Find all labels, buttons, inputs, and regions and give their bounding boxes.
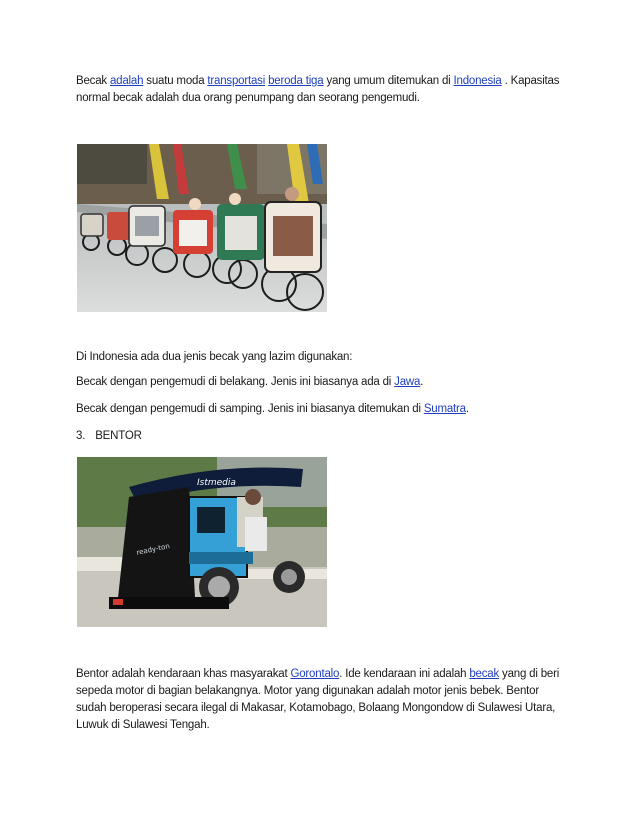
type-side-driver: Becak dengan pengemudi di samping. Jenis ini biasanya ditemukan di Sumatra. bbox=[76, 403, 469, 415]
bentor-photo bbox=[77, 457, 327, 627]
link-jawa[interactable]: Jawa bbox=[394, 376, 421, 388]
section-heading bbox=[76, 428, 566, 445]
svg-text:Istmedia: Istmedia bbox=[197, 478, 236, 488]
link-adalah[interactable]: adalah bbox=[109, 75, 144, 87]
heading-number: 3. bbox=[76, 430, 86, 442]
type-rear-driver: Becak dengan pengemudi di belakang. Jenis ini biasanya ada di Jawa. bbox=[76, 376, 424, 388]
link-sumatra[interactable]: Sumatra bbox=[423, 403, 466, 415]
link-beroda-tiga[interactable]: beroda tiga bbox=[268, 75, 324, 87]
link-gorontalo[interactable]: Gorontalo bbox=[290, 668, 340, 680]
bentor-paragraph: Bentor adalah kendaraan khas masyarakat Gorontalo. Ide kendaraan ini adalah becak yang di beri sepeda motor di bagian belakangnya. Motor yang digunakan adalah motor jenis bebek. Bentor sudah beroperasi secara ilegal di Makasar, Kotamobago, Bolaang Mongondow di Sulawesi Utara, Luwuk di Sulawesi Tengah. bbox=[76, 668, 560, 731]
bentor-sign: ready-ton bbox=[135, 542, 171, 557]
types-intro: Di Indonesia ada dua jenis becak yang lazim digunakan: bbox=[76, 351, 353, 363]
link-transportasi[interactable]: transportasi bbox=[207, 75, 266, 87]
link-indonesia[interactable]: Indonesia bbox=[453, 75, 502, 87]
becak-photo bbox=[77, 144, 327, 312]
intro-paragraph: Becak adalah suatu moda transportasi beroda tiga yang umum ditemukan di Indonesia . Kapasitas normal becak adalah dua orang penumpang dan seorang pengemudi. bbox=[76, 75, 560, 104]
heading-text: BENTOR bbox=[95, 430, 142, 442]
link-becak[interactable]: becak bbox=[469, 668, 500, 680]
